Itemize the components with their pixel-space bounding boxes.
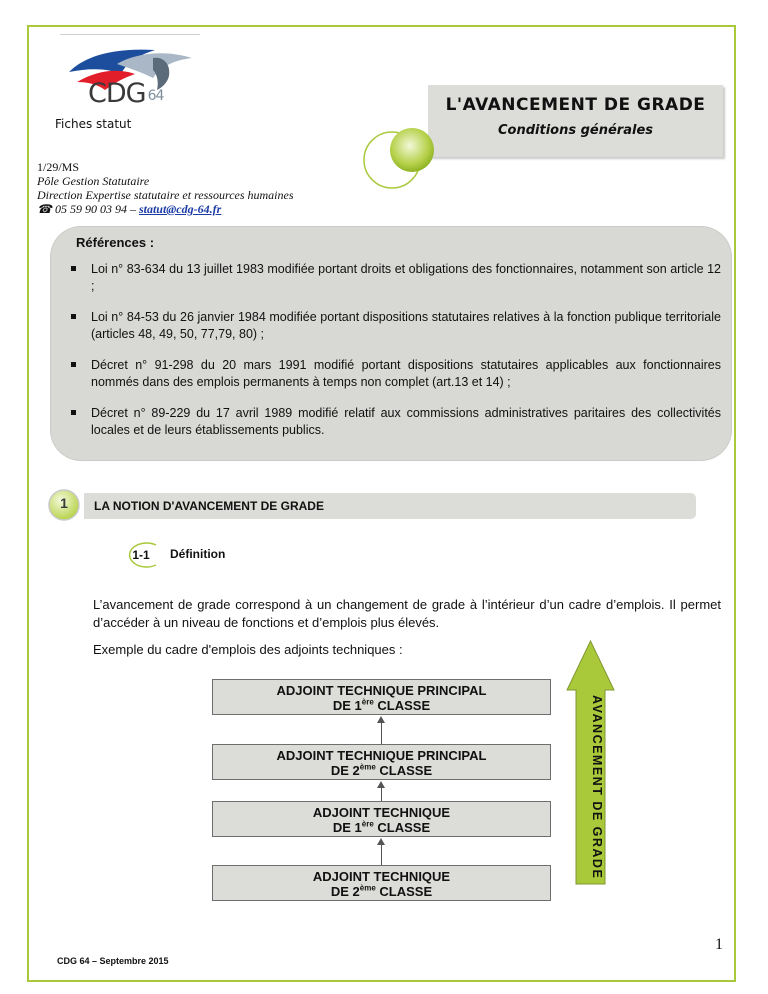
- section-heading-bar: [84, 493, 696, 519]
- document-reference: 1/29/MS: [37, 160, 80, 174]
- section-heading: LA NOTION D'AVANCEMENT DE GRADE: [94, 499, 324, 513]
- page-subtitle: Conditions générales: [498, 123, 653, 138]
- reference-item: Loi n° 84-53 du 26 janvier 1984 modifiée portant dispositions statutaires relatives à la fonction publique territoriale (articles 48, 49, 50, 77,79, 80) ;: [69, 309, 721, 342]
- grade-box: ADJOINT TECHNIQUE PRINCIPAL DE 1ère CLASSE: [212, 679, 551, 715]
- reference-item: Décret n° 89-229 du 17 avril 1989 modifié relatif aux commissions administratives paritaires des collectivités locales et de leurs établissements publics.: [69, 405, 721, 438]
- phone-icon: ☎: [37, 202, 52, 216]
- phone-number: 05 59 90 03 94 –: [54, 202, 139, 216]
- fiches-label: Fiches statut: [55, 117, 132, 131]
- grade-box: ADJOINT TECHNIQUE DE 2ème CLASSE: [212, 865, 551, 901]
- references-box: [51, 227, 731, 460]
- logo-wordmark: CDG $_{64}$: [88, 78, 164, 109]
- page-title: L'AVANCEMENT DE GRADE: [445, 95, 706, 115]
- grade-box: ADJOINT TECHNIQUE DE 1ère CLASSE: [212, 801, 551, 837]
- footer-text: CDG 64 – Septembre 2015: [57, 956, 169, 966]
- pole-name: Pôle Gestion Statutaire: [37, 174, 150, 188]
- reference-item: Décret n° 91-298 du 20 mars 1991 modifié portant dispositions statutaires applicables aux fonctionnaires nommés dans des emplois permanents à temps non complet (art.13 et 14) ;: [69, 357, 721, 390]
- references-list: [69, 261, 721, 453]
- section-number-badge: 1: [47, 488, 81, 522]
- email-link[interactable]: statut@cdg-64.fr: [138, 202, 222, 216]
- subsection-number-badge: 1-1: [120, 541, 162, 569]
- contact-block: [37, 160, 294, 216]
- phone-line: [37, 202, 294, 216]
- page-number: 1: [715, 936, 723, 953]
- green-circles-decoration: [360, 118, 440, 198]
- direction-name: Direction Expertise statutaire et ressources humaines: [37, 188, 294, 202]
- connector-line: [381, 787, 382, 801]
- arrow-label: AVANCEMENT DE GRADE: [590, 694, 604, 880]
- example-caption: Exemple du cadre d'emplois des adjoints techniques :: [93, 642, 403, 657]
- grade-box: ADJOINT TECHNIQUE PRINCIPAL DE 2ème CLASSE: [212, 744, 551, 780]
- subsection-title: Définition: [170, 547, 226, 561]
- connector-line: [381, 722, 382, 744]
- references-title: Références :: [76, 235, 155, 250]
- connector-line: [381, 844, 382, 865]
- title-box: [428, 85, 723, 157]
- definition-paragraph: L’avancement de grade correspond à un changement de grade à l’intérieur d’un cadre d’emplois. Il permet d’accéder à un niveau de fonctions et d’emplois plus élevés.: [93, 597, 721, 630]
- reference-item: Loi n° 83-634 du 13 juillet 1983 modifiée portant droits et obligations des fonctionnaires, notamment son article 12 ;: [69, 261, 721, 294]
